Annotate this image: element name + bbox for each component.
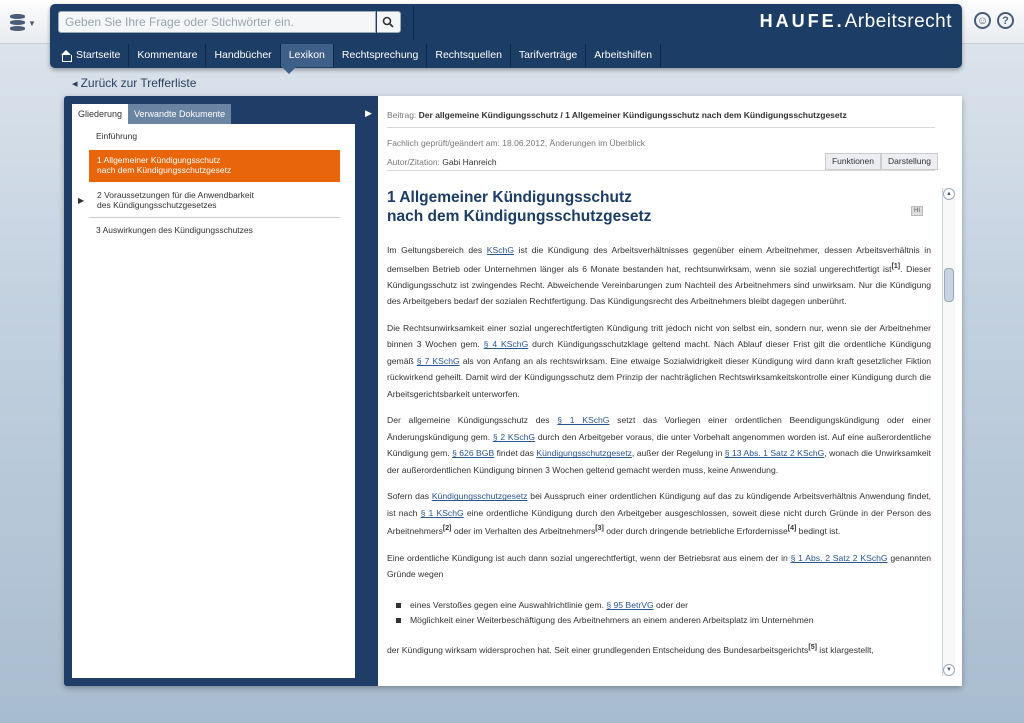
help-icon[interactable]: ?	[997, 12, 1014, 29]
menu-label: Startseite	[76, 49, 121, 61]
toc-item-einfuehrung[interactable]: Einführung	[96, 131, 138, 141]
divider	[387, 170, 935, 171]
search-button[interactable]	[377, 11, 401, 33]
brand-logo: HAUFE.Arbeitsrecht	[759, 11, 952, 32]
beitrag-label: Beitrag:	[387, 110, 417, 120]
law-reference-link[interactable]: Kündigungsschutzgesetz	[431, 491, 528, 502]
footnote-ref[interactable]: [5]	[808, 643, 817, 651]
law-reference-link[interactable]: § 4 KSchG	[483, 339, 529, 350]
menu-label: Arbeitshilfen	[594, 49, 653, 61]
document-view	[378, 96, 962, 686]
menu-item-rechtsquellen[interactable]	[427, 44, 511, 67]
law-reference-link[interactable]: § 626 BGB	[452, 448, 495, 459]
caret-down-icon: ▼	[28, 18, 36, 28]
menu-label: Rechtsquellen	[435, 49, 502, 61]
menu-label: Tarifverträge	[518, 49, 578, 61]
outline-panel	[72, 124, 355, 678]
footnote-ref[interactable]: [3]	[595, 525, 604, 533]
darstellung-button[interactable]: Darstellung	[881, 153, 938, 170]
scroll-up-icon[interactable]: ▲	[943, 188, 955, 200]
database-menu-button[interactable]	[10, 12, 40, 34]
divider	[387, 127, 935, 128]
tab-verwandte-dokumente[interactable]: Verwandte Dokumente	[128, 104, 231, 124]
beitrag-title: Der allgemeine Kündigungsschutz / 1 Allgemeiner Kündigungsschutz nach dem Kündigungsschutzgesetz	[418, 110, 847, 120]
menu-label: Lexikon	[288, 49, 325, 61]
scrollbar[interactable]	[942, 188, 955, 676]
footnote-ref[interactable]: [4]	[787, 525, 797, 533]
paragraph: Der allgemeine Kündigungsschutz des § 1 KSchG setzt das Vorliegen einer ordentlichen Beendigungskündigung oder einer Änderungskündigung gem. § 2 KSchG durch den Arbeitgeber voraus, die unter Vorbehalt angenommen worden ist. Auf eine außerordentliche Kündigung gem. § 626 BGB findet das Kündigungsschutzgesetz, außer der Regelung in § 13 Abs. 1 Satz 2 KSchG, wonach die Unwirksamkeit der außerordentlichen Kündigung binnen 3 Wochen geltend gemacht werden muss, keine Anwendung.	[387, 415, 931, 475]
paragraph: der Kündigung wirksam widersprochen hat. Seit einer grundlegenden Entscheidung des Bundesarbeitsgerichts[5] ist klargestellt,	[387, 643, 874, 655]
law-reference-link[interactable]: § 13 Abs. 1 Satz 2 KSchG	[724, 448, 825, 459]
left-tabs	[72, 104, 231, 124]
toc-item-1[interactable]: 1 Allgemeiner Kündigungsschutz nach dem Kündigungsschutzgesetz	[89, 150, 340, 182]
search-input[interactable]	[58, 11, 376, 33]
collapse-panel-icon[interactable]: ▶	[365, 108, 372, 118]
back-to-results-link[interactable]: ◂ Zurück zur Trefferliste	[72, 76, 196, 90]
law-reference-link[interactable]: KSchG	[486, 245, 515, 255]
database-icon	[10, 14, 25, 32]
scroll-thumb[interactable]	[944, 268, 954, 302]
expand-arrow-icon[interactable]: ▶	[78, 196, 85, 205]
menu-item-kommentare[interactable]	[129, 44, 206, 67]
menu-item-lexikon[interactable]	[281, 44, 334, 67]
checked-date: Fachlich geprüft/geändert am: 18.06.2012, Änderungen im Überblick	[387, 138, 645, 148]
menu-item-arbeitshilfen[interactable]	[586, 44, 661, 67]
author-label: Autor/Zitation:	[387, 157, 440, 167]
search-icon	[382, 16, 394, 28]
hi-badge: HI	[911, 206, 923, 216]
law-reference-link[interactable]: § 1 KSchG	[557, 415, 610, 426]
paragraph: Im Geltungsbereich des KSchG ist die Kündigung des Arbeitsverhältnisses gegenüber einem Arbeitnehmer, dessen Arbeitsverhältnis in demselben Betrieb oder Unternehmen länger als 6 Monate bestanden hat, rechtsunwirksam, wenn sie sozial ungerechtfertigt ist[1]. Dieser Kündigungsschutz ist zwingendes Recht. Abweichende Vereinbarungen zum Nachteil des Arbeitnehmers sind unwirksam. Nur die Kündigung des Arbeitgebers bedarf der sozialen Rechtfertigung. Das Kündigungsrecht des Arbeitnehmers bleibt dagegen unberührt.	[387, 245, 931, 307]
home-icon	[60, 50, 72, 62]
law-reference-link[interactable]: § 7 KSchG	[416, 355, 460, 366]
scroll-down-icon[interactable]: ▼	[943, 664, 955, 676]
active-menu-pointer	[282, 67, 296, 74]
menu-label: Kommentare	[137, 49, 198, 61]
footnote-ref[interactable]: [1]	[891, 262, 901, 270]
paragraph: Die Rechtsunwirksamkeit einer sozial ungerechtfertigten Kündigung tritt jedoch nicht von selbst ein, sondern nur, wenn sie der Arbeitnehmer binnen 3 Wochen gem. § 4 KSchG durch Kündigungsschutzklage geltend macht. Nach Ablauf dieser Frist gilt die ordentliche Kündigung gemäß § 7 KSchG als von Anfang an als rechtswirksam. Eine etwaige Sozialwidrigkeit dieser Kündigung wird dann kraft gesetzlicher Fiktion rückwirkend geheilt. Damit wird der Kündigungsschutz dem Prinzip der nachträglichen Rechtswirksamkeitskontrolle einer Kündigung durch die Arbeitsgerichtsbarkeit unterworfen.	[387, 322, 931, 399]
law-reference-link[interactable]: § 1 KSchG	[420, 507, 464, 518]
toc-item-2[interactable]: 2 Voraussetzungen für die Anwendbarkeit des Kündigungsschutzgesetzes	[89, 190, 340, 218]
menu-item-handbücher[interactable]	[206, 44, 280, 67]
main-menu	[52, 44, 661, 67]
menu-label: Rechtsprechung	[341, 49, 419, 61]
toc-item-3[interactable]: 3 Auswirkungen des Kündigungsschutzes	[96, 225, 253, 235]
author-name: Gabi Hanreich	[442, 157, 497, 167]
menu-label: Handbücher	[214, 49, 272, 61]
paragraph: Sofern das Kündigungsschutzgesetz bei Ausspruch einer ordentlichen Kündigung auf das zu kündigende Arbeitsverhältnis Anwendung findet, ist nach § 1 KSchG eine ordentliche Kündigung durch den Arbeitgeber ausgeschlossen, soweit diese nicht durch Gründe in der Person des Arbeitnehmers[2] oder im Verhalten des Arbeitnehmers[3] oder durch dringende betriebliche Erfordernisse[4] bedingt ist.	[387, 491, 931, 537]
menu-item-startseite[interactable]	[52, 44, 129, 67]
menu-item-rechtsprechung[interactable]	[334, 44, 427, 67]
law-reference-link[interactable]: § 95 BetrVG	[606, 599, 654, 610]
bullet-list	[396, 598, 931, 628]
list-item: eines Verstoßes gegen eine Auswahlrichtlinie gem. § 95 BetrVG oder der	[396, 598, 931, 613]
footnote-ref[interactable]: [2]	[442, 525, 452, 533]
law-reference-link[interactable]: Kündigungsschutzgesetz	[536, 448, 632, 459]
document-title: 1 Allgemeiner Kündigungsschutz nach dem Kündigungsschutzgesetz	[387, 189, 652, 225]
funktionen-button[interactable]: Funktionen	[825, 153, 881, 170]
menu-item-tarifverträge[interactable]	[511, 44, 586, 67]
law-reference-link[interactable]: § 1 Abs. 2 Satz 2 KSchG	[790, 552, 888, 563]
divider	[413, 6, 414, 40]
law-reference-link[interactable]: § 2 KSchG	[492, 431, 536, 442]
document-content	[387, 188, 931, 682]
user-icon[interactable]: ☺	[974, 12, 991, 29]
paragraph: Eine ordentliche Kündigung ist auch dann sozial ungerechtfertigt, wenn der Betriebsrat aus einem der in § 1 Abs. 2 Satz 2 KSchG genannten Gründe wegen	[387, 552, 931, 580]
tab-gliederung[interactable]: Gliederung	[72, 104, 128, 124]
list-item: Möglichkeit einer Weiterbeschäftigung des Arbeitnehmers an einem anderen Arbeitsplatz im Unternehmen	[396, 613, 931, 628]
